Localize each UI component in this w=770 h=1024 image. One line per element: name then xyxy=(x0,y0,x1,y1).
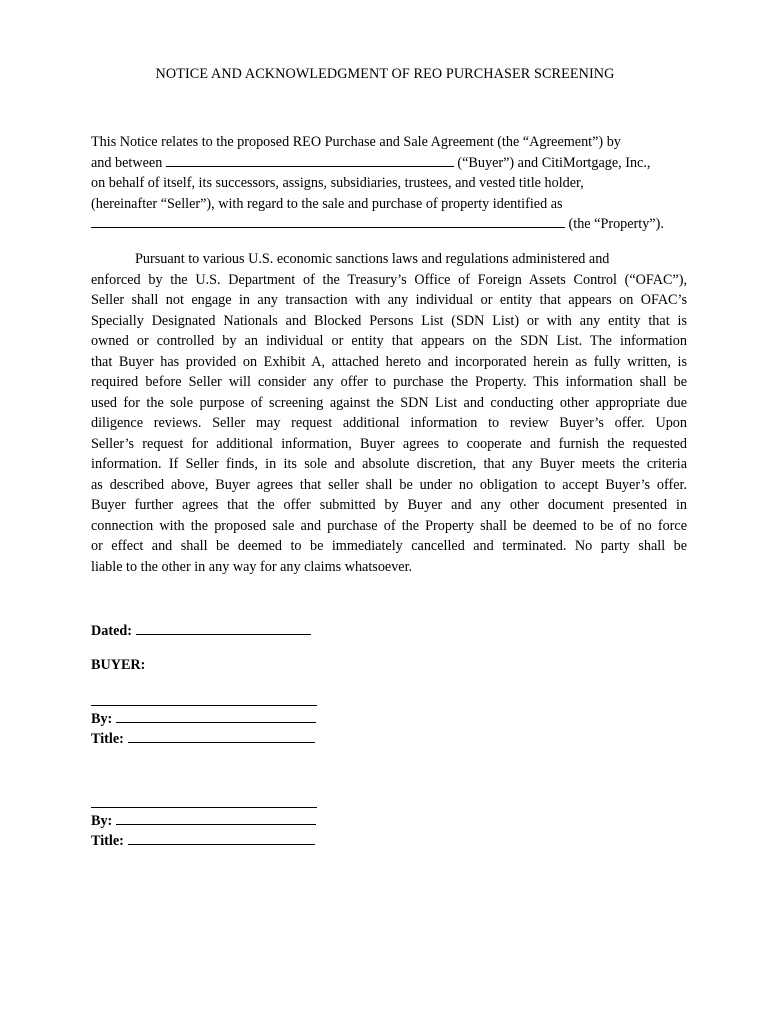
by-label: By: xyxy=(91,711,113,727)
paragraph-line: Specially Designated Nationals and Blocked Persons List (SDN List) or with any entity that is xyxy=(91,312,687,329)
buyer-label: BUYER: xyxy=(91,657,146,673)
paragraph-line: required before Seller will consider any offer to purchase the Property. This information shall be xyxy=(91,374,687,390)
paragraph-line: Buyer further agrees that the offer submitted by Buyer and any other document presented in xyxy=(91,497,687,513)
paragraph-line: owned or controlled by an individual or entity that appears on the SDN List. The information xyxy=(91,333,687,349)
title-row-2 xyxy=(91,833,315,850)
intro-paragraph xyxy=(91,132,687,235)
intro-text: (“Buyer”) and CitiMortgage, Inc., xyxy=(457,154,651,171)
paragraph-line: or effect and shall be deemed to be immediately cancelled and terminated. No party shall be xyxy=(91,538,687,554)
paragraph-line: information. If Seller finds, in its sole and absolute discretion, that any Buyer meets the criteria xyxy=(91,456,687,472)
title-field-1[interactable] xyxy=(128,731,315,743)
paragraph-line: Pursuant to various U.S. economic sanctions laws and regulations administered and xyxy=(135,251,610,267)
intro-text: and between xyxy=(91,154,163,171)
paragraph-line: connection with the proposed sale and purchase of the Property shall be deemed to be of no force xyxy=(91,517,687,534)
by-row-2 xyxy=(91,813,316,830)
document-title: NOTICE AND ACKNOWLEDGMENT OF REO PURCHASER SCREENING xyxy=(155,66,615,82)
intro-text: (the “Property”). xyxy=(568,216,664,232)
property-field[interactable] xyxy=(91,216,565,228)
paragraph-line: enforced by the U.S. Department of the Treasury’s Office of Foreign Assets Control (“OFAC”), xyxy=(91,271,687,288)
intro-line: (hereinafter “Seller”), with regard to the sale and purchase of property identified as xyxy=(91,195,563,212)
intro-line-buyer xyxy=(91,153,687,174)
by-field-1[interactable] xyxy=(116,711,316,723)
by-row-1 xyxy=(91,711,316,728)
by-label: By: xyxy=(91,813,113,829)
intro-line-property xyxy=(91,214,687,235)
buyer-name-field[interactable] xyxy=(166,155,454,167)
intro-line: on behalf of itself, its successors, assigns, subsidiaries, trustees, and vested title holder, xyxy=(91,175,584,191)
buyer-signature-line-2[interactable] xyxy=(91,807,317,808)
by-field-2[interactable] xyxy=(116,813,316,825)
paragraph-line: Seller shall not engage in any transaction with any individual or entity that appears on OFAC’s xyxy=(91,292,687,308)
ofac-paragraph xyxy=(91,249,687,577)
dated-row xyxy=(91,623,311,640)
title-row-1 xyxy=(91,731,315,748)
dated-field[interactable] xyxy=(136,623,311,635)
title-label: Title: xyxy=(91,731,124,747)
paragraph-line: Seller’s request for additional information, Buyer agrees to cooperate and furnish the requested xyxy=(91,435,687,452)
intro-line: This Notice relates to the proposed REO Purchase and Sale Agreement (the “Agreement”) by xyxy=(91,134,621,150)
title-field-2[interactable] xyxy=(128,833,315,845)
dated-label: Dated: xyxy=(91,623,132,639)
paragraph-line: as described above, Buyer agrees that seller shall be under no obligation to accept Buyer’s offer. xyxy=(91,476,687,493)
title-label: Title: xyxy=(91,833,124,849)
paragraph-line: used for the sole purpose of screening against the SDN List and conducting other appropriate due xyxy=(91,394,687,411)
buyer-signature-line-1[interactable] xyxy=(91,705,317,706)
paragraph-line: that Buyer has provided on Exhibit A, attached hereto and incorporated herein as fully written, is xyxy=(91,353,687,370)
paragraph-line: diligence reviews. Seller may request additional information to review Buyer’s offer. Upon xyxy=(91,415,687,431)
paragraph-line: liable to the other in any way for any claims whatsoever. xyxy=(91,558,413,575)
